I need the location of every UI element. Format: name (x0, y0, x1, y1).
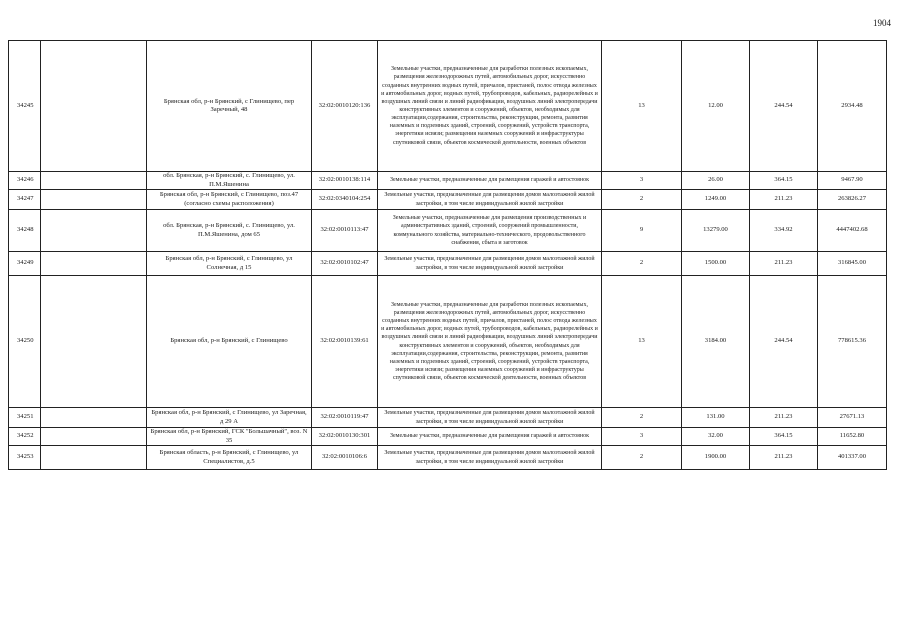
table-row (9, 210, 887, 252)
group-number-cell: 13 (602, 41, 682, 172)
blank-cell (41, 190, 147, 210)
specific-value-cell: 244.54 (750, 276, 818, 408)
row-number-cell: 34248 (9, 210, 41, 252)
area-cell: 26.00 (682, 172, 750, 190)
address-cell: Брянская обл, р-н Брянский, с Глинищево, пер Заречный, 48 (147, 41, 312, 172)
land-use-description-cell: Земельные участки, предназначенные для разработки полезных ископаемых, размещения железнодорожных путей, автомобильных дорог, искусственно созданных внутренних водных путей, причалов, пристаней, полос отвода железных и автомобильных дорог, водных путей, трубопроводов, кабельных, радиорелейных и воздушных линий связи и линий радиофикации, воздушных линий электропередачи конструктивных элементов и сооружений, объектов, необходимых для эксплуатации,содержания, строительства, реконструкции, ремонта, развития наземных и подземных зданий, строений, сооружений, устройств транспорта, энергетики исвязи; размещения наземных сооружений и инфраструктуры спутниковой связи, объектов космической деятельности, военных объектов (378, 276, 602, 408)
cadastral-number-cell: 32:02:0010106:6 (312, 446, 378, 470)
group-number-cell: 3 (602, 172, 682, 190)
land-use-description-cell: Земельные участки, предназначенные для размещения гаражей и автостоянок (378, 172, 602, 190)
group-number-cell: 13 (602, 276, 682, 408)
specific-value-cell: 211.23 (750, 252, 818, 276)
blank-cell (41, 252, 147, 276)
land-use-description-cell: Земельные участки, предназначенные для размещения домов малоэтажной жилой застройки, в том числе индивидуальной жилой застройки (378, 252, 602, 276)
row-number-cell: 34253 (9, 446, 41, 470)
cadastral-number-cell: 32:02:0010102:47 (312, 252, 378, 276)
table-row (9, 252, 887, 276)
land-use-description-cell: Земельные участки, предназначенные для размещения домов малоэтажной жилой застройки, в том числе индивидуальной жилой застройки (378, 446, 602, 470)
address-cell: Брянская область, р-н Брянский, с Глинищево, ул Специалистов, д.5 (147, 446, 312, 470)
group-number-cell: 2 (602, 408, 682, 428)
specific-value-cell: 211.23 (750, 190, 818, 210)
area-cell: 1900.00 (682, 446, 750, 470)
cadastral-value-cell: 2934.48 (818, 41, 887, 172)
area-cell: 1249.00 (682, 190, 750, 210)
table-row (9, 276, 887, 408)
table-row (9, 428, 887, 446)
cadastral-value-cell: 401337.00 (818, 446, 887, 470)
blank-cell (41, 172, 147, 190)
cadastral-number-cell: 32:02:0010113:47 (312, 210, 378, 252)
table-row (9, 446, 887, 470)
row-number-cell: 34247 (9, 190, 41, 210)
specific-value-cell: 211.23 (750, 446, 818, 470)
cadastral-number-cell: 32:02:0010130:301 (312, 428, 378, 446)
specific-value-cell: 334.92 (750, 210, 818, 252)
table-row (9, 172, 887, 190)
cadastral-number-cell: 32:02:0010138:114 (312, 172, 378, 190)
address-cell: обл. Брянская, р-н Брянский, с. Глинищево, ул. П.М.Яшенина, дом 65 (147, 210, 312, 252)
blank-cell (41, 408, 147, 428)
blank-cell (41, 210, 147, 252)
land-use-description-cell: Земельные участки, предназначенные для размещения производственных и административных зданий, строений, сооружений промышленности, коммунального хозяйства, материально-технического, продовольственного снабжения, сбыта и заготовок (378, 210, 602, 252)
area-cell: 13279.00 (682, 210, 750, 252)
row-number-cell: 34251 (9, 408, 41, 428)
specific-value-cell: 211.23 (750, 408, 818, 428)
page-number: 1904 (873, 18, 891, 28)
row-number-cell: 34249 (9, 252, 41, 276)
cadastral-value-cell: 316845.00 (818, 252, 887, 276)
land-use-description-cell: Земельные участки, предназначенные для размещения гаражей и автостоянок (378, 428, 602, 446)
blank-cell (41, 276, 147, 408)
address-cell: Брянская обл, р-н Брянский, с Глинищево (147, 276, 312, 408)
blank-cell (41, 428, 147, 446)
land-use-description-cell: Земельные участки, предназначенные для разработки полезных ископаемых, размещения железнодорожных путей, автомобильных дорог, искусственно созданных внутренних водных путей, причалов, пристаней, полос отвода железных и автомобильных дорог, водных путей, трубопроводов, кабельных, радиорелейных и воздушных линий связи и линий радиофикации, воздушных линий электропередачи конструктивных элементов и сооружений, объектов, необходимых для эксплуатации,содержания, строительства, реконструкции, ремонта, развития наземных и подземных зданий, строений, сооружений, устройств транспорта, энергетики исвязи; размещения наземных сооружений и инфраструктуры спутниковой связи, объектов космической деятельности, военных объектов (378, 41, 602, 172)
address-cell: Брянская обл, р-н Брянский, с Глинищево, ул Солнечная, д 15 (147, 252, 312, 276)
area-cell: 32.00 (682, 428, 750, 446)
land-register-table (8, 40, 887, 470)
group-number-cell: 2 (602, 190, 682, 210)
row-number-cell: 34252 (9, 428, 41, 446)
cadastral-value-cell: 27671.13 (818, 408, 887, 428)
group-number-cell: 9 (602, 210, 682, 252)
row-number-cell: 34245 (9, 41, 41, 172)
land-use-description-cell: Земельные участки, предназначенные для размещения домов малоэтажной жилой застройки, в том числе индивидуальной жилой застройки (378, 408, 602, 428)
cadastral-value-cell: 9467.90 (818, 172, 887, 190)
table-row (9, 41, 887, 172)
cadastral-number-cell: 32:02:0340104:254 (312, 190, 378, 210)
blank-cell (41, 446, 147, 470)
land-use-description-cell: Земельные участки, предназначенные для размещения домов малоэтажной жилой застройки, в том числе индивидуальной жилой застройки (378, 190, 602, 210)
group-number-cell: 2 (602, 252, 682, 276)
address-cell: Брянская обл, р-н Брянский, с Глинищево, ул Заречная, д 29 А (147, 408, 312, 428)
group-number-cell: 2 (602, 446, 682, 470)
area-cell: 1500.00 (682, 252, 750, 276)
cadastral-value-cell: 11652.80 (818, 428, 887, 446)
area-cell: 12.00 (682, 41, 750, 172)
table-row (9, 190, 887, 210)
address-cell: Брянская обл, р-н Брянский, с Глинищево, поз.47 (согласно схемы расположения) (147, 190, 312, 210)
row-number-cell: 34246 (9, 172, 41, 190)
specific-value-cell: 364.15 (750, 172, 818, 190)
specific-value-cell: 244.54 (750, 41, 818, 172)
blank-cell (41, 41, 147, 172)
specific-value-cell: 364.15 (750, 428, 818, 446)
cadastral-value-cell: 4447402.68 (818, 210, 887, 252)
address-cell: обл. Брянская, р-н Брянский, с. Глинищево, ул. П.М.Яшенина (147, 172, 312, 190)
cadastral-value-cell: 778615.36 (818, 276, 887, 408)
cadastral-value-cell: 263826.27 (818, 190, 887, 210)
row-number-cell: 34250 (9, 276, 41, 408)
cadastral-number-cell: 32:02:0010139:61 (312, 276, 378, 408)
area-cell: 3184.00 (682, 276, 750, 408)
area-cell: 131.00 (682, 408, 750, 428)
table-row (9, 408, 887, 428)
table-body (9, 41, 887, 470)
group-number-cell: 3 (602, 428, 682, 446)
address-cell: Брянская обл, р-н Брянский, ГСК "Большачный", воз. N 35 (147, 428, 312, 446)
cadastral-number-cell: 32:02:0010119:47 (312, 408, 378, 428)
cadastral-number-cell: 32:02:0010120:136 (312, 41, 378, 172)
